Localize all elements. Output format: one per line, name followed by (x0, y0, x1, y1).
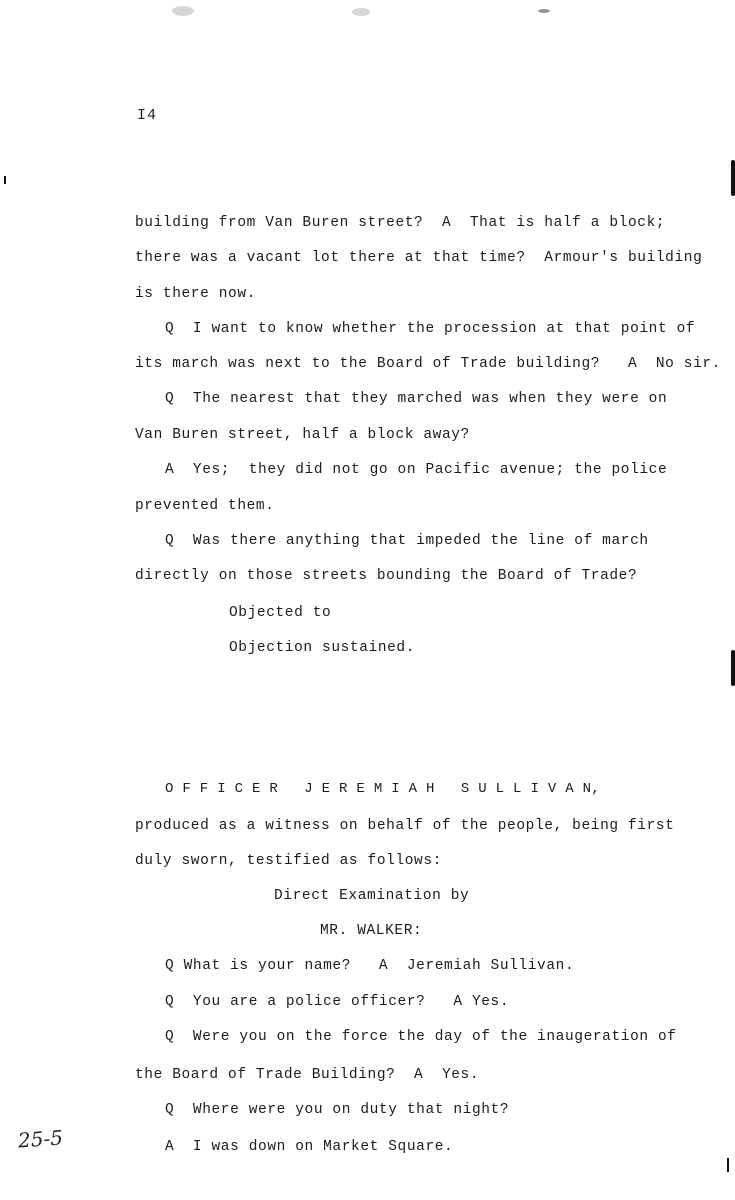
objection-ruling: Objection sustained. (229, 640, 416, 656)
examination-line: A I was down on Market Square. (165, 1139, 454, 1155)
scan-smudge (352, 8, 370, 16)
scan-edge-mark (731, 160, 735, 196)
examination-line: Q Where were you on duty that night? (165, 1102, 510, 1118)
witness-heading: O F F I C E R J E R E M I A H S U L L I V A N, (165, 781, 601, 797)
testimony-line: Van Buren street, half a block away? (135, 427, 470, 443)
examination-line: Q What is your name? A Jeremiah Sullivan. (165, 958, 575, 974)
objection-line: Objected to (229, 605, 332, 621)
page-number: I4 (137, 107, 158, 124)
testimony-line: Q Was there anything that impeded the line of march (165, 533, 649, 549)
examination-line: Q Were you on the force the day of the inaugeration of (165, 1029, 677, 1045)
scan-smudge (172, 6, 194, 16)
examiner-name: MR. WALKER: (320, 923, 423, 939)
examination-line: Q You are a police officer? A Yes. (165, 994, 510, 1010)
witness-intro-line: produced as a witness on behalf of the people, being first (135, 818, 675, 834)
testimony-line: Q I want to know whether the procession at that point of (165, 321, 696, 337)
testimony-line: building from Van Buren street? A That is half a block; (135, 215, 666, 231)
scan-edge-mark (727, 1158, 729, 1172)
handwritten-margin-note: 25-5 (17, 1125, 64, 1153)
exam-heading: Direct Examination by (274, 888, 470, 904)
witness-intro-line: duly sworn, testified as follows: (135, 853, 442, 869)
scan-edge-mark (4, 176, 6, 184)
scan-smudge (538, 9, 550, 13)
examination-line: the Board of Trade Building? A Yes. (135, 1067, 480, 1083)
testimony-line: there was a vacant lot there at that time? Armour's building (135, 250, 703, 266)
testimony-line: A Yes; they did not go on Pacific avenue; the police (165, 462, 668, 478)
testimony-line: is there now. (135, 286, 256, 302)
scan-edge-mark (731, 650, 735, 686)
testimony-line: Q The nearest that they marched was when they were on (165, 391, 668, 407)
testimony-line: its march was next to the Board of Trade building? A No sir. (135, 356, 721, 372)
testimony-line: directly on those streets bounding the Board of Trade? (135, 568, 638, 584)
testimony-line: prevented them. (135, 498, 275, 514)
